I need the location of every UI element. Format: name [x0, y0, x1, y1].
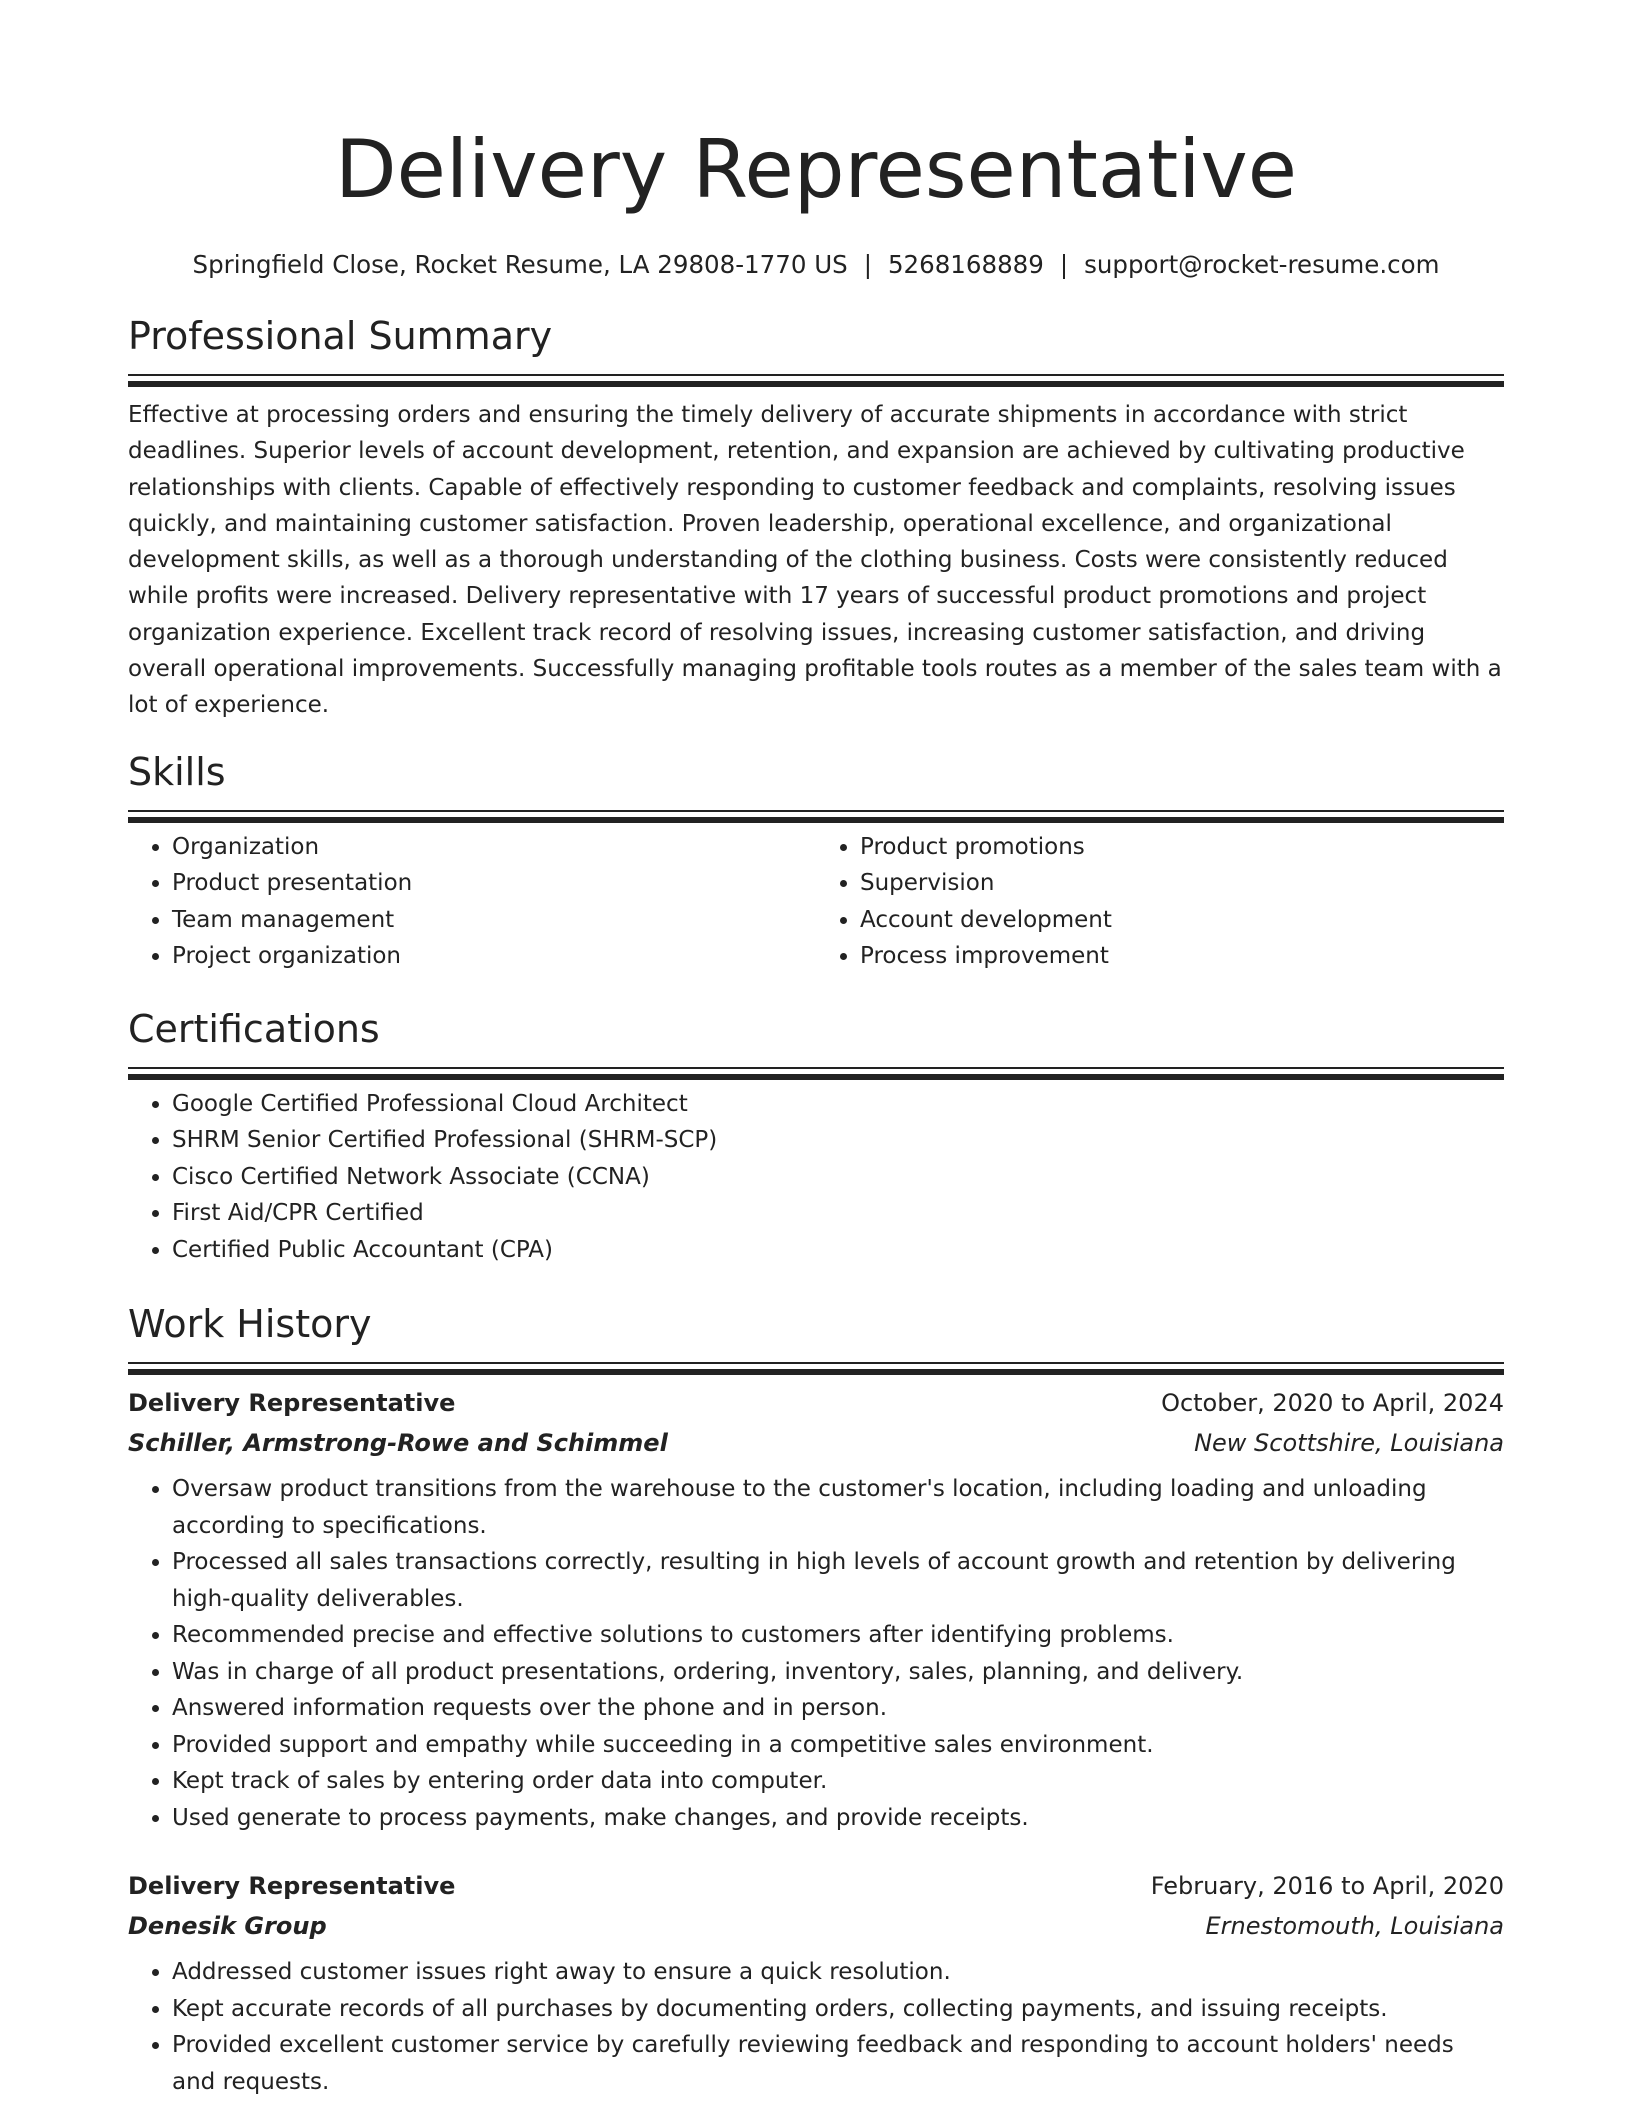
job-bullets [128, 1471, 1504, 1836]
certifications-section [128, 1005, 1504, 1269]
skill-item: • Project organization [172, 938, 816, 975]
skills-section [128, 748, 1504, 975]
section-divider [128, 1067, 1504, 1072]
job-bullet: • Used generate to process payments, make changes, and provide receipts. [172, 1800, 1504, 1837]
job-bullets [128, 1954, 1504, 2100]
job-header-row [128, 1866, 1504, 1906]
contact-email: support@rocket-resume.com [1084, 250, 1440, 279]
certification-item: • Cisco Certified Network Associate (CCNA) [172, 1159, 1504, 1196]
skills-grid [128, 829, 1504, 975]
job-location: New Scottshire, Louisiana [1194, 1429, 1504, 1458]
section-divider [128, 374, 1504, 379]
job-title: Delivery Representative [128, 1389, 456, 1418]
job-header-row [128, 1383, 1504, 1423]
skill-item: • Team management [172, 902, 816, 939]
contact-phone: 5268168889 [887, 250, 1044, 279]
job-dates: October, 2020 to April, 2024 [1161, 1389, 1504, 1418]
job-bullet: • Provided excellent customer service by carefully reviewing feedback and responding to account holders' needs and requests. [172, 2027, 1504, 2100]
skills-column-right [816, 829, 1504, 975]
job-bullet: • Kept accurate records of all purchases by documenting orders, collecting payments, and issuing receipts. [172, 1991, 1504, 2028]
job-subheader-row [128, 1423, 1504, 1463]
section-divider [128, 810, 1504, 815]
certification-item: • First Aid/CPR Certified [172, 1195, 1504, 1232]
resume-title: Delivery Representative [335, 123, 1297, 216]
certification-item: • SHRM Senior Certified Professional (SHRM-SCP) [172, 1122, 1504, 1159]
job-location: Ernestomouth, Louisiana [1205, 1912, 1504, 1941]
work-section [128, 1300, 1504, 2100]
job-bullet: • Processed all sales transactions correctly, resulting in high levels of account growth and retention by delivering high-quality deliverables. [172, 1544, 1504, 1617]
job-bullet: • Answered information requests over the phone and in person. [172, 1690, 1504, 1727]
job-bullet: • Provided support and empathy while succeeding in a competitive sales environment. [172, 1727, 1504, 1764]
job-bullet: • Was in charge of all product presentations, ordering, inventory, sales, planning, and delivery. [172, 1654, 1504, 1691]
skill-item: • Process improvement [860, 938, 1504, 975]
contact-address: Springfield Close, Rocket Resume, LA 29808-1770 US [192, 250, 848, 279]
section-heading-skills: Skills [128, 749, 226, 794]
job-bullet: • Kept track of sales by entering order data into computer. [172, 1763, 1504, 1800]
section-heading-summary: Professional Summary [128, 314, 553, 358]
job-entry [128, 1866, 1504, 2100]
job-entry [128, 1383, 1504, 1836]
job-company: Schiller, Armstrong-Rowe and Schimmel [128, 1429, 668, 1458]
certification-item: • Google Certified Professional Cloud Architect [172, 1086, 1504, 1123]
contact-separator: | [863, 250, 872, 279]
contact-separator: | [1059, 250, 1069, 279]
skill-item: • Product promotions [860, 829, 1504, 866]
section-heading-work: Work History [128, 1302, 372, 1347]
skill-item: • Product presentation [172, 865, 816, 902]
job-subheader-row [128, 1906, 1504, 1946]
job-bullet: • Recommended precise and effective solutions to customers after identifying problems. [172, 1617, 1504, 1654]
skill-item: • Supervision [860, 865, 1504, 902]
job-title: Delivery Representative [128, 1872, 456, 1901]
job-bullet: • Oversaw product transitions from the warehouse to the customer's location, including loading and unloading according to specifications. [172, 1471, 1504, 1544]
job-company: Denesik Group [128, 1912, 327, 1941]
section-heading-certifications: Certifications [128, 1006, 380, 1051]
skill-item: • Account development [860, 902, 1504, 939]
skill-item: • Organization [172, 829, 816, 866]
certification-item: • Certified Public Accountant (CPA) [172, 1232, 1504, 1269]
certifications-list [128, 1086, 1504, 1269]
section-divider [128, 1362, 1504, 1367]
job-dates: February, 2016 to April, 2020 [1150, 1872, 1504, 1901]
skills-column-left [128, 829, 816, 975]
summary-text: Effective at processing orders and ensuring the timely delivery of accurate shipments in accordance with strict deadlines. Superior levels of account development, retention, and expansion are achieved by cultivating productive relationships with clients. Capable of effectively responding to customer feedback and complaints, resolving issues quickly, and maintaining customer satisfaction. Proven leadership, operational excellence, and organizational development skills, as well as a thorough understanding of the clothing business. Costs were consistently reduced while profits were increased. Delivery representative with 17 years of successful product promotions and project organization experience. Excellent track record of resolving issues, increasing customer satisfaction, and driving overall operational improvements. Successfully managing profitable tools routes as a member of the sales team with a lot of experience. [128, 402, 1502, 719]
job-bullet: • Addressed customer issues right away to ensure a quick resolution. [172, 1954, 1504, 1991]
contact-line [128, 248, 1504, 282]
summary-section [128, 312, 1504, 724]
